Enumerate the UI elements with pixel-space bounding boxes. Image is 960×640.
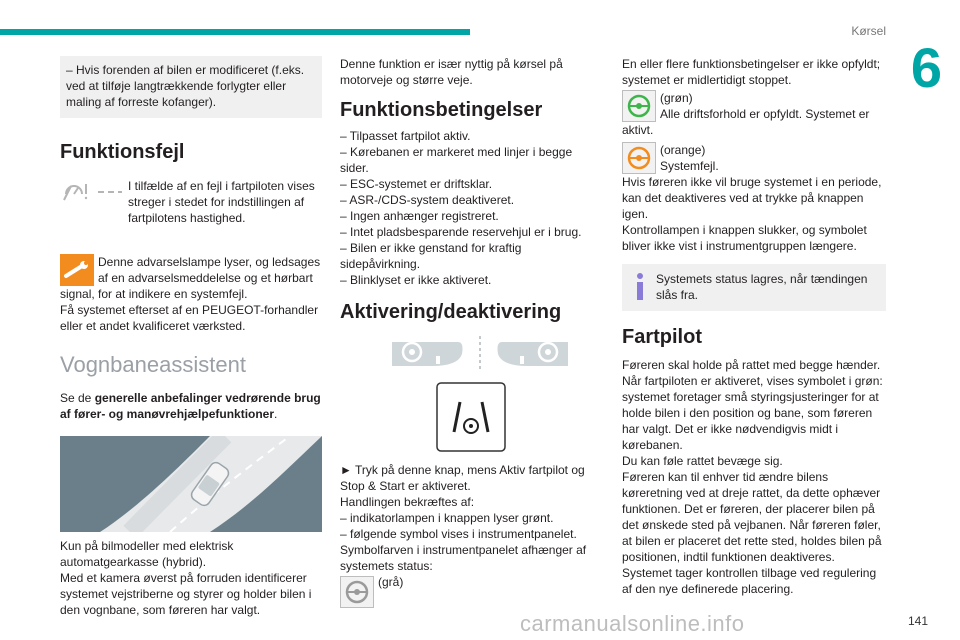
deactivate-text: Hvis føreren ikke vil bruge systemet i en periode, kan det deaktiveres ved at trykke på knappen igen. bbox=[622, 175, 882, 221]
steering-orange-icon bbox=[622, 142, 656, 174]
cruise-fault-icon bbox=[62, 180, 124, 202]
confirm-item: – følgende symbol vises i instrumentpanelet. bbox=[340, 527, 577, 541]
symbol-text: Symbolfarven i instrumentpanelet afhænger af systemets status: bbox=[340, 543, 587, 573]
fault-text-1: I tilfælde af en fejl i fartpiloten vises streger i stedet for indstillingen af fartpilotens hastighed. bbox=[128, 179, 315, 225]
fault-text-3: Få systemet efterset af en PEUGEOT-forhandler eller et andet kvalificeret værksted. bbox=[60, 303, 319, 333]
condition-item: – Blinklyset er ikke aktiveret. bbox=[340, 273, 492, 287]
grey-status-row bbox=[340, 574, 602, 610]
column-right bbox=[622, 56, 886, 597]
section-title: Kørsel bbox=[851, 24, 886, 38]
activation-heading: Aktivering/deaktivering bbox=[340, 301, 562, 323]
condition-item: – Ingen anhænger registreret. bbox=[340, 209, 499, 223]
steering-green-icon bbox=[622, 90, 656, 122]
fartpilot-para-2: Du kan føle rattet bevæge sig. bbox=[622, 454, 783, 468]
green-label: (grøn) bbox=[660, 91, 693, 105]
stopped-text: En eller flere funktionsbetingelser er ikke opfyldt; systemet er midlertidigt stoppet. bbox=[622, 57, 881, 87]
lka-text-2: Med et kamera øverst på forruden identificerer systemet vejstriberne og styrer og holder bilen i den vognbane, som føreren har valgt. bbox=[60, 571, 312, 617]
wrench-warning-icon bbox=[60, 254, 94, 286]
lka-intro-bold: generelle anbefalinger vedrørende brug af fører- og manøvrehjælpefunktioner bbox=[60, 391, 321, 421]
condition-item: – Bilen er ikke genstand for kraftig sidepåvirkning. bbox=[340, 241, 522, 271]
lka-intro-2: Denne funktion er især nyttig på kørsel på motorveje og større veje. bbox=[340, 57, 563, 87]
condition-item: – Kørebanen er markeret med linjer i begge sider. bbox=[340, 145, 573, 175]
chapter-number: 6 bbox=[910, 36, 942, 99]
fault-heading: Funktionsfejl bbox=[60, 141, 185, 163]
orange-label: (orange) bbox=[660, 143, 706, 157]
green-text: Alle driftsforhold er opfyldt. Systemet er aktivt. bbox=[622, 107, 870, 137]
column-middle bbox=[340, 56, 602, 610]
condition-item: – ASR-/CDS-system deaktiveret. bbox=[340, 193, 515, 207]
grey-label: (grå) bbox=[378, 575, 404, 589]
page-number: 141 bbox=[907, 614, 928, 628]
column-left bbox=[60, 56, 322, 618]
lane-road-illustration bbox=[60, 436, 322, 532]
lamp-text: Kontrollampen i knappen slukker, og symbolet bliver ikke vist i instrumentgruppen længere. bbox=[622, 223, 867, 253]
condition-item: – ESC-systemet er driftsklar. bbox=[340, 177, 493, 191]
fartpilot-heading: Fartpilot bbox=[622, 326, 702, 348]
lka-intro bbox=[60, 390, 322, 422]
confirm-item: – indikatorlampen i knappen lyser grønt. bbox=[340, 511, 554, 525]
conditions-list bbox=[340, 128, 602, 288]
lane-assist-button-icon[interactable] bbox=[436, 382, 506, 452]
header-accent-bar bbox=[0, 29, 470, 35]
lka-text-1: Kun på bilmodeller med elektrisk automatgearkasse (hybrid). bbox=[60, 539, 234, 569]
fartpilot-para-3: Føreren kan til enhver tid ændre bilens køreretning ved at dreje rattet, da dette ophæver funktionen. Det er føreren, der placerer bilen på det ønskede sted på vejbanen. Når føreren føler, at bilen er placeret det rette sted, holdes bilen på positionen, indtil funktionen deaktiveres. Systemet tager kontrollen tilbage ved regulering af den nye definerede placering. bbox=[622, 470, 882, 596]
conditions-heading: Funktionsbetingelser bbox=[340, 99, 543, 121]
lka-intro-pre: Se de bbox=[60, 391, 95, 405]
orange-status-row bbox=[622, 142, 886, 174]
fartpilot-para-1: Føreren skal holde på rattet med begge hænder. Når fartpiloten er aktiveret, vises symbolet i grøn: systemet foretager små styringsjusteringer for at holde bilen i den position og bane, som føreren har valgt. Det er ikke nødvendigvis midt i kørebanen. bbox=[622, 358, 883, 452]
lka-intro-post: . bbox=[274, 407, 278, 421]
green-status-row bbox=[622, 90, 886, 138]
fault-row-1 bbox=[60, 178, 322, 246]
condition-item: – Tilpasset fartpilot aktiv. bbox=[340, 129, 471, 143]
lka-heading: Vognbaneassistent bbox=[60, 352, 246, 377]
fault-row-2 bbox=[60, 254, 322, 334]
watermark: carmanualsonline.info bbox=[520, 611, 745, 636]
note-box bbox=[60, 56, 322, 118]
note-text: – Hvis forenden af bilen er modificeret (f.eks. ved at tilføje langtrækkende forlygter eller maling af forreste kofanger). bbox=[66, 63, 305, 109]
fault-text-2: Denne advarselslampe lyser, og ledsages af en advarselsmeddelelse og et hørbart signal, for at indikere en systemfejl. bbox=[60, 255, 321, 301]
info-box bbox=[622, 264, 886, 311]
steering-wheel-illustration bbox=[392, 334, 568, 374]
condition-item: – Intet pladsbesparende reservehjul er i brug. bbox=[340, 225, 582, 239]
orange-text: Systemfejl. bbox=[660, 159, 719, 173]
info-text: Systemets status lagres, når tændingen slås fra. bbox=[656, 272, 868, 302]
steering-grey-icon bbox=[340, 576, 374, 608]
press-instruction: ► Tryk på denne knap, mens Aktiv fartpilot og Stop & Start er aktiveret. bbox=[340, 463, 585, 493]
info-icon bbox=[630, 272, 650, 302]
confirm-text: Handlingen bekræftes af: bbox=[340, 495, 475, 509]
